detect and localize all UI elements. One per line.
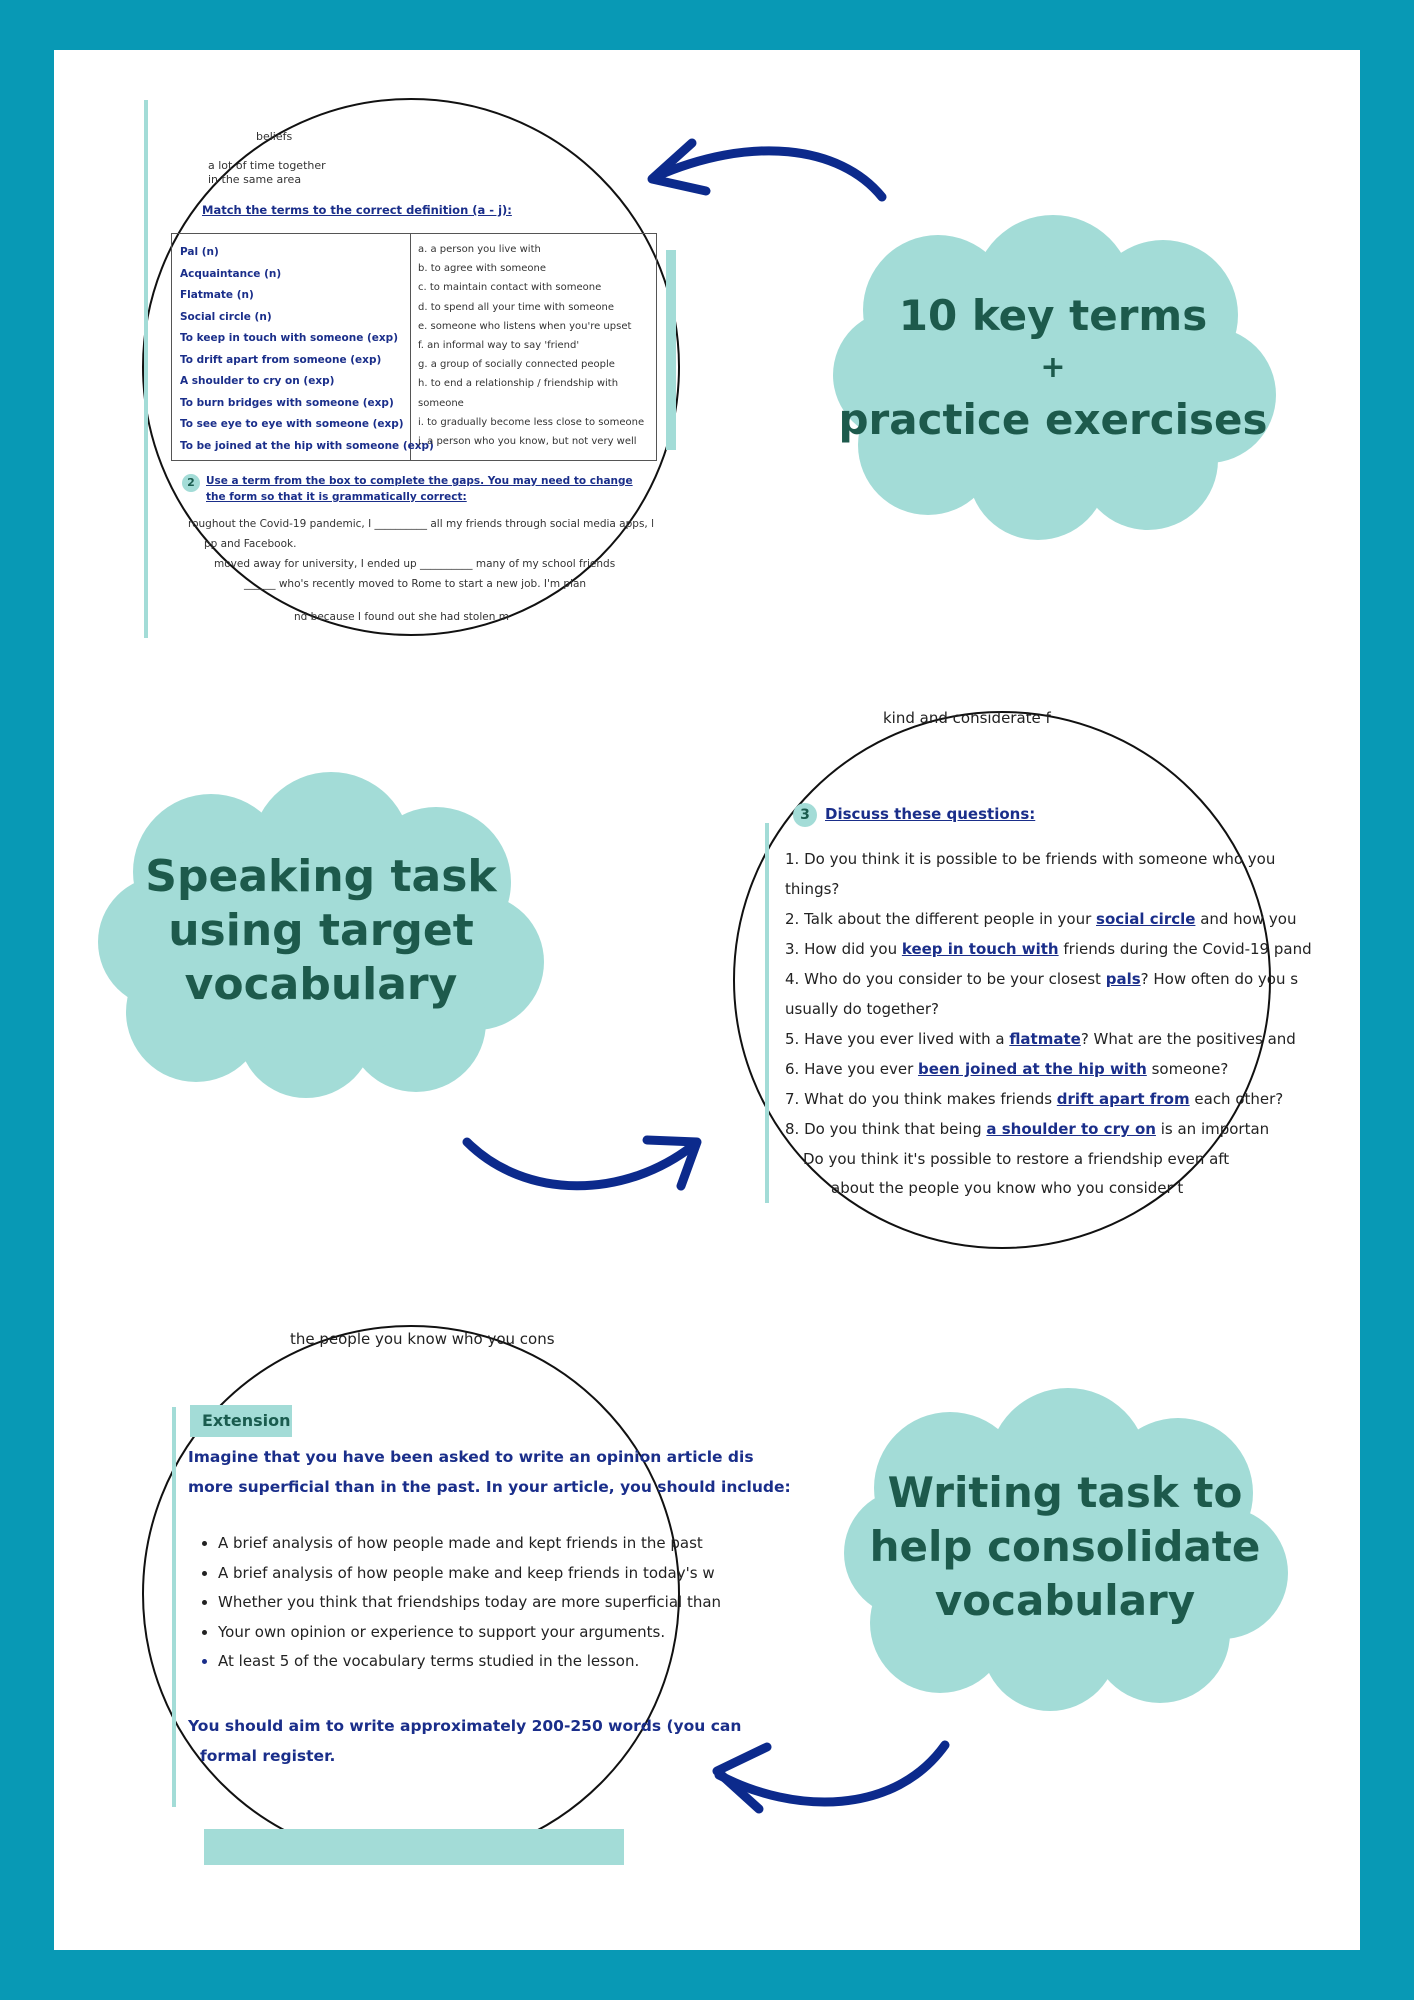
question-line: 2. Talk about the different people in your social circle and how you (785, 910, 1297, 928)
question-line: usually do together? (785, 1000, 940, 1018)
gap-fill-instructions: Use a term from the box to complete the gaps. You may need to change the form so that it is grammatically correct: (206, 475, 633, 503)
curved-arrow-icon (455, 1120, 715, 1210)
discussion-questions-preview (733, 709, 1312, 1249)
text-fragment: beliefs (256, 130, 293, 143)
question-line: 6. Have you ever been joined at the hip with someone? (785, 1060, 1229, 1078)
key-terms-cloud (828, 215, 1278, 535)
accent-bar (765, 823, 769, 1203)
vocab-term: been joined at the hip with (918, 1060, 1147, 1078)
term-item: Acquaintance (n) (180, 267, 282, 280)
vocab-term: drift apart from (1056, 1090, 1190, 1108)
term-item: To burn bridges with someone (exp) (180, 396, 394, 409)
term-item: Pal (n) (180, 246, 219, 258)
question-line: 3. How did you keep in touch with friends during the Covid-19 pand (785, 940, 1312, 958)
definition-item: h. to end a relationship / friendship with someone (418, 378, 619, 409)
vocab-term: pals (1105, 970, 1141, 988)
term-item: To drift apart from someone (exp) (180, 353, 382, 366)
requirements-list (194, 1529, 721, 1677)
question-line: 1. Do you think it is possible to be friends with someone who you (785, 850, 1276, 868)
question-line: 4. Who do you consider to be your closest pals? How often do you s (785, 970, 1299, 988)
text-fragment: a lot of time together (208, 159, 326, 172)
text-fragment: in the same area (208, 173, 302, 186)
definition-item: a. a person you live with (418, 244, 541, 255)
curved-arrow-icon (705, 1725, 965, 1825)
term-item: A shoulder to cry on (exp) (180, 375, 335, 387)
definition-item: i. to gradually become less close to someone (418, 416, 645, 428)
discussion-title: Discuss these questions: (825, 805, 1036, 823)
curved-arrow-icon (640, 125, 900, 215)
term-item: To see eye to eye with someone (exp) (180, 418, 404, 430)
prompt-line: Imagine that you have been asked to write an opinion article dis (188, 1448, 754, 1466)
cloud-caption: Speaking task using target vocabulary (145, 851, 497, 1010)
accent-bar (666, 250, 676, 450)
gap-fill-line: moved away for university, I ended up __________ many of my school friends (214, 558, 616, 570)
accent-bar (204, 1829, 624, 1865)
gap-fill-line: nd because I found out she had stolen m (294, 611, 509, 623)
cloud-caption: Writing task to help consolidate vocabulary (869, 1468, 1261, 1625)
prompt-line: more superficial than in the past. In your article, you should include: (188, 1478, 791, 1496)
list-item: • Your own opinion or experience to support your arguments. (218, 1618, 721, 1648)
vocab-term: a shoulder to cry on (986, 1120, 1156, 1138)
vocab-term: social circle (1096, 910, 1196, 928)
terms-table (171, 233, 657, 461)
definitions-column (418, 240, 653, 451)
extension-label: Extension (190, 1405, 292, 1437)
term-item: Social circle (n) (180, 310, 272, 323)
question-line: Do you think it's possible to restore a friendship even aft (803, 1150, 1230, 1168)
list-item: • Whether you think that friendships today are more superficial than (218, 1588, 721, 1618)
term-item: Flatmate (n) (180, 289, 254, 301)
terms-column (180, 242, 434, 457)
question-line: 7. What do you think makes friends drift apart from each other? (785, 1090, 1284, 1108)
definition-item: e. someone who listens when you're upset (418, 320, 632, 332)
word-count-instruction: You should aim to write approximately 200-250 words (you can (188, 1717, 742, 1735)
list-item: • At least 5 of the vocabulary terms studied in the lesson. (218, 1647, 721, 1677)
text-fragment: kind and considerate f (883, 709, 1051, 727)
question-line: things? (785, 880, 840, 898)
question-line: 5. Have you ever lived with a flatmate? What are the positives and (785, 1030, 1296, 1048)
accent-bar (144, 100, 148, 638)
term-item: To keep in touch with someone (exp) (180, 332, 398, 344)
accent-bar (172, 1407, 176, 1807)
definition-item: c. to maintain contact with someone (418, 282, 602, 294)
gap-fill-line: pp and Facebook. (204, 538, 297, 550)
cloud-caption: 10 key terms + practice exercises (838, 291, 1268, 444)
list-item: • A brief analysis of how people made and kept friends in the past (218, 1529, 721, 1559)
match-instructions: Match the terms to the correct definition (a - j): (202, 203, 512, 217)
writing-task-cloud (840, 1388, 1290, 1708)
question-line: 8. Do you think that being a shoulder to cry on is an importan (785, 1120, 1270, 1138)
gap-fill-line: ______ who's recently moved to Rome to start a new job. I'm plan (244, 578, 587, 590)
exercise-number-badge: 2 (182, 474, 200, 492)
definition-item: g. a group of socially connected people (418, 359, 615, 371)
text-fragment: the people you know who you cons (290, 1330, 555, 1348)
definition-item: b. to agree with someone (418, 263, 546, 275)
word-count-instruction: formal register. (200, 1747, 336, 1765)
question-line: about the people you know who you consider t (831, 1179, 1184, 1197)
writing-extension-preview (142, 1325, 791, 1863)
vocab-term: keep in touch with (901, 940, 1059, 958)
speaking-task-cloud (96, 772, 546, 1097)
term-item: To be joined at the hip with someone (exp) (180, 439, 434, 452)
list-item: • A brief analysis of how people make and keep friends in today's w (218, 1559, 721, 1589)
gap-fill-line: roughout the Covid-19 pandemic, I __________ all my friends through social media apps, l (188, 518, 655, 530)
exercise-number-badge: 3 (793, 803, 817, 827)
matching-exercise-preview (142, 98, 680, 636)
definition-item: f. an informal way to say 'friend' (418, 340, 580, 352)
definition-item: d. to spend all your time with someone (418, 301, 615, 313)
vocab-term: flatmate (1009, 1030, 1081, 1048)
definition-item: j. a person who you know, but not very well (418, 436, 637, 448)
